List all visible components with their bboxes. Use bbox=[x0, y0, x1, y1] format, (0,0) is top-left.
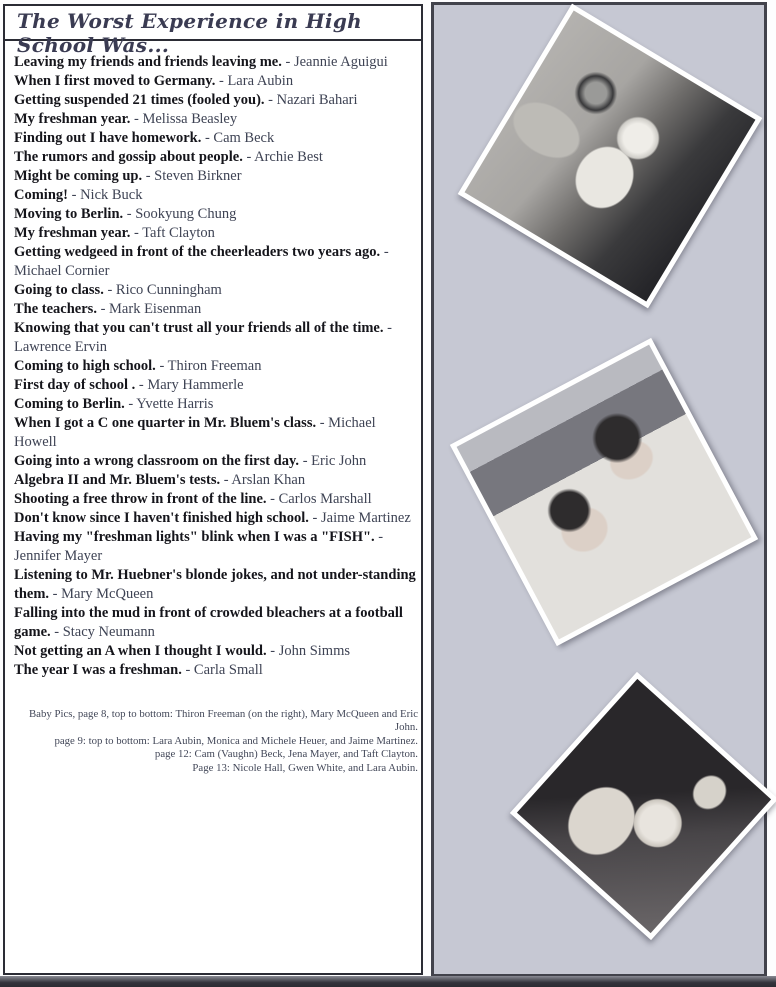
quote-author: - Michael Howell bbox=[14, 415, 376, 450]
quote-entry bbox=[14, 243, 420, 281]
quote-entry bbox=[14, 376, 420, 395]
quote-author: - Rico Cunningham bbox=[103, 282, 222, 298]
quote-author: - Yvette Harris bbox=[124, 396, 214, 412]
quote-text: The teachers. bbox=[14, 301, 97, 317]
quote-entry bbox=[14, 186, 420, 205]
quote-author: - Mary McQueen bbox=[49, 586, 154, 602]
quote-text: My freshman year. bbox=[14, 111, 131, 127]
quote-author: - Sookyung Chung bbox=[123, 206, 237, 222]
quote-entry bbox=[14, 414, 420, 452]
quote-text: The year I was a freshman. bbox=[14, 662, 182, 678]
quote-entry bbox=[14, 452, 420, 471]
quote-entry bbox=[14, 395, 420, 414]
quote-entry bbox=[14, 642, 420, 661]
quote-entry bbox=[14, 319, 420, 357]
quote-author: - Cam Beck bbox=[201, 130, 275, 146]
quote-text: Knowing that you can't trust all your friends all of the time. bbox=[14, 320, 384, 336]
quotes-list bbox=[5, 41, 421, 680]
quote-entry bbox=[14, 129, 420, 148]
quote-author: - Jennifer Mayer bbox=[14, 529, 384, 564]
quote-entry bbox=[14, 91, 420, 110]
quote-text: Getting wedgeed in front of the cheerleaders two years ago. bbox=[14, 244, 381, 260]
toddler-with-dog-photo bbox=[458, 4, 763, 309]
quote-author: - Arslan Khan bbox=[220, 472, 306, 488]
quote-text: Falling into the mud in front of crowded bleachers at a football game. bbox=[14, 605, 403, 640]
quote-entry bbox=[14, 509, 420, 528]
quote-author: - Taft Clayton bbox=[130, 225, 215, 241]
page-title: The Worst Experience in High School Was... bbox=[17, 9, 362, 57]
quote-entry bbox=[14, 490, 420, 509]
quote-entry bbox=[14, 205, 420, 224]
quote-entry bbox=[14, 224, 420, 243]
quote-entry bbox=[14, 300, 420, 319]
quote-entry bbox=[14, 566, 420, 604]
quote-text: Having my "freshman lights" blink when I was a "FISH". bbox=[14, 529, 375, 545]
quote-author: - Carlos Marshall bbox=[266, 491, 372, 507]
quote-author: - Thiron Freeman bbox=[155, 358, 262, 374]
quote-text: Not getting an A when I thought I would. bbox=[14, 643, 267, 659]
quote-text: Shooting a free throw in front of the line. bbox=[14, 491, 267, 507]
quote-text: Getting suspended 21 times (fooled you). bbox=[14, 92, 265, 108]
quote-text: First day of school . bbox=[14, 377, 136, 393]
quote-entry bbox=[14, 357, 420, 376]
quote-text: My freshman year. bbox=[14, 225, 131, 241]
quote-author: - Nazari Bahari bbox=[264, 92, 358, 108]
quote-entry bbox=[14, 148, 420, 167]
quote-text: Coming to high school. bbox=[14, 358, 156, 374]
caption-line: Baby Pics, page 8, top to bottom: Thiron Freeman (on the right), Mary McQueen and Eric John. bbox=[28, 708, 418, 734]
quote-text: The rumors and gossip about people. bbox=[14, 149, 243, 165]
page-title-bar bbox=[5, 6, 421, 57]
quotes-panel bbox=[3, 4, 423, 975]
twin-babies-photo-image bbox=[457, 345, 752, 640]
quote-entry bbox=[14, 604, 420, 642]
quote-text: Finding out I have homework. bbox=[14, 130, 202, 146]
quote-text: Coming to Berlin. bbox=[14, 396, 125, 412]
quote-author: - Carla Small bbox=[181, 662, 263, 678]
caption-line: page 12: Cam (Vaughn) Beck, Jena Mayer, and Taft Clayton. bbox=[154, 748, 418, 761]
quote-entry bbox=[14, 167, 420, 186]
quote-text: Moving to Berlin. bbox=[14, 206, 124, 222]
page-bottom-edge bbox=[0, 976, 776, 987]
quote-text: When I got a C one quarter in Mr. Bluem's class. bbox=[14, 415, 317, 431]
quote-author: - Nick Buck bbox=[67, 187, 143, 203]
quote-entry bbox=[14, 528, 420, 566]
quote-author: - Melissa Beasley bbox=[130, 111, 238, 127]
baby-waving-photo bbox=[510, 672, 776, 940]
quote-text: Going to class. bbox=[14, 282, 104, 298]
quote-text: Algebra II and Mr. Bluem's tests. bbox=[14, 472, 221, 488]
quote-text: Going into a wrong classroom on the first day. bbox=[14, 453, 300, 469]
quote-author: - Jaime Martinez bbox=[308, 510, 411, 526]
caption-line: Page 13: Nicole Hall, Gwen White, and Lara Aubin. bbox=[192, 761, 418, 774]
quote-author: - Lawrence Ervin bbox=[14, 320, 392, 355]
quote-author: - Mark Eisenman bbox=[96, 301, 202, 317]
quote-author: - Lara Aubin bbox=[215, 73, 294, 89]
toddler-with-dog-photo-image bbox=[465, 11, 756, 302]
quote-author: - Michael Cornier bbox=[14, 244, 389, 279]
caption-line: page 9: top to bottom: Lara Aubin, Monica and Michele Heuer, and Jaime Martinez. bbox=[54, 734, 418, 747]
quote-author: - John Simms bbox=[266, 643, 350, 659]
quote-author: - Stacy Neumann bbox=[50, 624, 155, 640]
quote-author: - Archie Best bbox=[242, 149, 323, 165]
quote-text: Coming! bbox=[14, 187, 68, 203]
baby-waving-photo-image bbox=[517, 679, 771, 933]
quote-author: - Jeannie Aguigui bbox=[281, 54, 388, 70]
quote-entry bbox=[14, 72, 420, 91]
quote-text: Leaving my friends and friends leaving me. bbox=[14, 54, 282, 70]
photo-panel bbox=[431, 2, 767, 977]
quote-author: - Steven Birkner bbox=[142, 168, 242, 184]
quote-text: Might be coming up. bbox=[14, 168, 143, 184]
quote-text: Don't know since I haven't finished high school. bbox=[14, 510, 309, 526]
photo-caption bbox=[5, 708, 421, 775]
quote-entry bbox=[14, 53, 420, 72]
quote-author: - Eric John bbox=[299, 453, 367, 469]
twin-babies-photo bbox=[450, 338, 758, 646]
quote-entry bbox=[14, 110, 420, 129]
quote-entry bbox=[14, 281, 420, 300]
quote-author: - Mary Hammerle bbox=[135, 377, 244, 393]
quote-entry bbox=[14, 661, 420, 680]
quote-text: Listening to Mr. Huebner's blonde jokes, and not under-standing them. bbox=[14, 567, 416, 602]
quote-text: When I first moved to Germany. bbox=[14, 73, 216, 89]
quote-entry bbox=[14, 471, 420, 490]
